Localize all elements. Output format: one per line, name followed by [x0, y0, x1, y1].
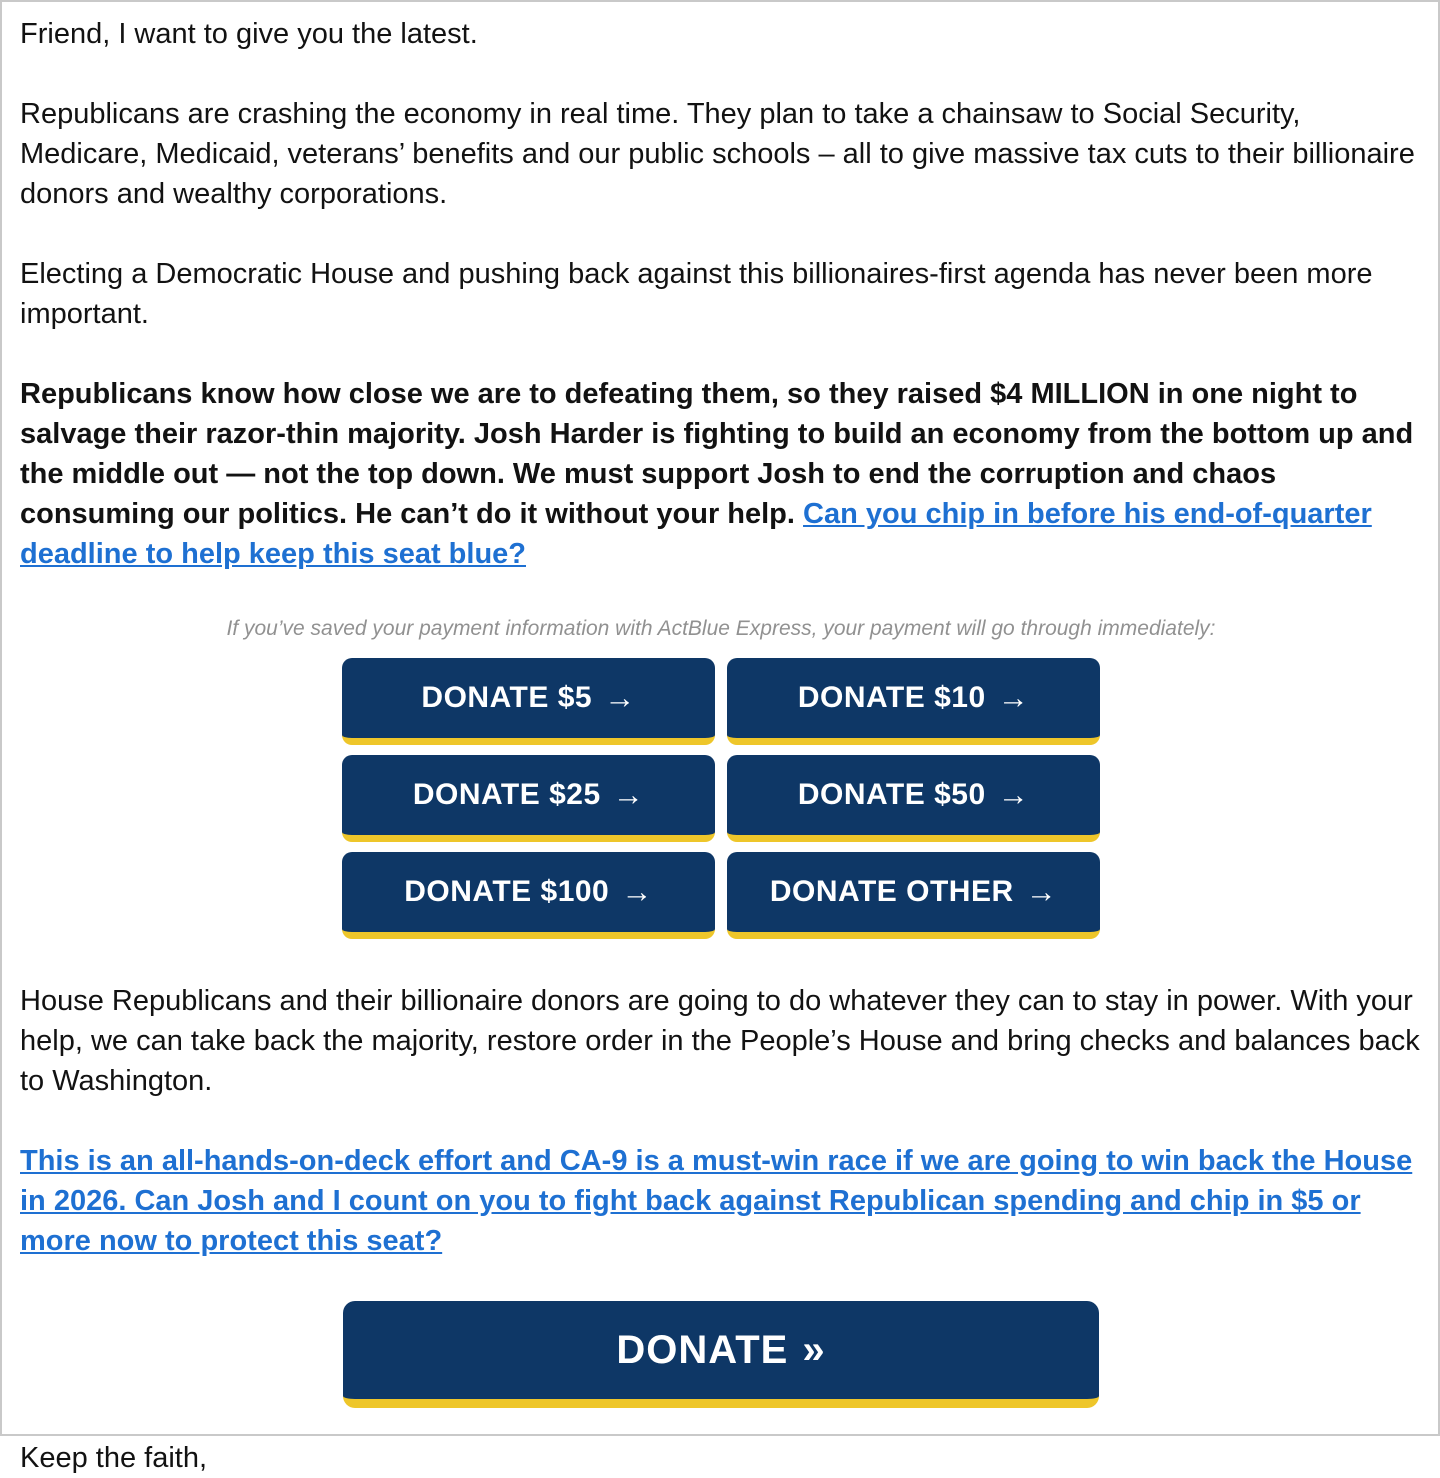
- actblue-express-note: If you’ve saved your payment information with ActBlue Express, your payment will go through immediately:: [226, 617, 1216, 640]
- donate-other-button[interactable]: [727, 852, 1100, 939]
- paragraph-house-republicans: House Republicans and their billionaire donors are going to do whatever they can to stay in power. With your help, we can take back the majority, restore order in the People’s House and bring checks and balances back to Washington.: [20, 985, 1420, 1097]
- right-arrow-icon: →: [612, 777, 645, 812]
- donate-100-button[interactable]: [342, 852, 715, 939]
- right-arrow-icon: →: [997, 777, 1030, 812]
- all-hands-link[interactable]: This is an all-hands-on-deck effort and CA-9 is a must-win race if we are going to win back the House in 2026. Can Josh and I count on you to fight back against Republican spending and chip in $5 or more now to protect this seat?: [20, 1145, 1413, 1257]
- donate-10-button[interactable]: [727, 658, 1100, 745]
- donate-10-label: DONATE $10: [797, 681, 986, 714]
- donate-25-label: DONATE $25: [412, 778, 601, 811]
- donate-50-label: DONATE $50: [797, 778, 986, 811]
- right-arrow-icon: →: [1025, 874, 1058, 909]
- paragraph-electing: Electing a Democratic House and pushing back against this billionaires-first agenda has never been more important.: [20, 258, 1373, 330]
- greeting-paragraph: Friend, I want to give you the latest.: [20, 18, 478, 50]
- bold-pitch-text: Republicans know how close we are to defeating them, so they raised $4 MILLION in one night to salvage their razor-thin majority. Josh Harder is fighting to build an economy from the bottom up and the middle out — not the top down. We must support Josh to end the corruption and chaos consuming our politics. He can’t do it without your help.: [20, 378, 1414, 530]
- double-chevron-icon: »: [802, 1327, 826, 1372]
- donate-50-button[interactable]: [727, 755, 1100, 842]
- paragraph-economy: Republicans are crashing the economy in real time. They plan to take a chainsaw to Social Security, Medicare, Medicaid, veterans’ benefits and our public schools – all to give massive tax cuts to their billionaire donors and wealthy corporations.: [20, 98, 1415, 210]
- paragraph-republicans-know: [20, 374, 1422, 574]
- donate-5-label: DONATE $5: [421, 681, 593, 714]
- right-arrow-icon: →: [604, 680, 636, 715]
- donate-100-label: DONATE $100: [404, 875, 610, 908]
- email-body: [2, 2, 1438, 1478]
- donate-25-button[interactable]: [342, 755, 715, 842]
- main-donate-section: [20, 1301, 1422, 1408]
- donate-amount-grid: [20, 658, 1422, 939]
- donate-5-button[interactable]: [342, 658, 715, 745]
- donate-main-button[interactable]: [343, 1301, 1099, 1408]
- chip-in-link[interactable]: Can you chip in before his end-of-quarter deadline to help keep this seat blue?: [20, 498, 1372, 570]
- donate-other-label: DONATE OTHER: [769, 875, 1014, 908]
- donate-main-label: DONATE: [616, 1327, 789, 1372]
- right-arrow-icon: →: [621, 874, 653, 909]
- signoff-text: Keep the faith,: [20, 1442, 208, 1474]
- paragraph-all-hands: [20, 1141, 1422, 1261]
- right-arrow-icon: →: [997, 680, 1030, 715]
